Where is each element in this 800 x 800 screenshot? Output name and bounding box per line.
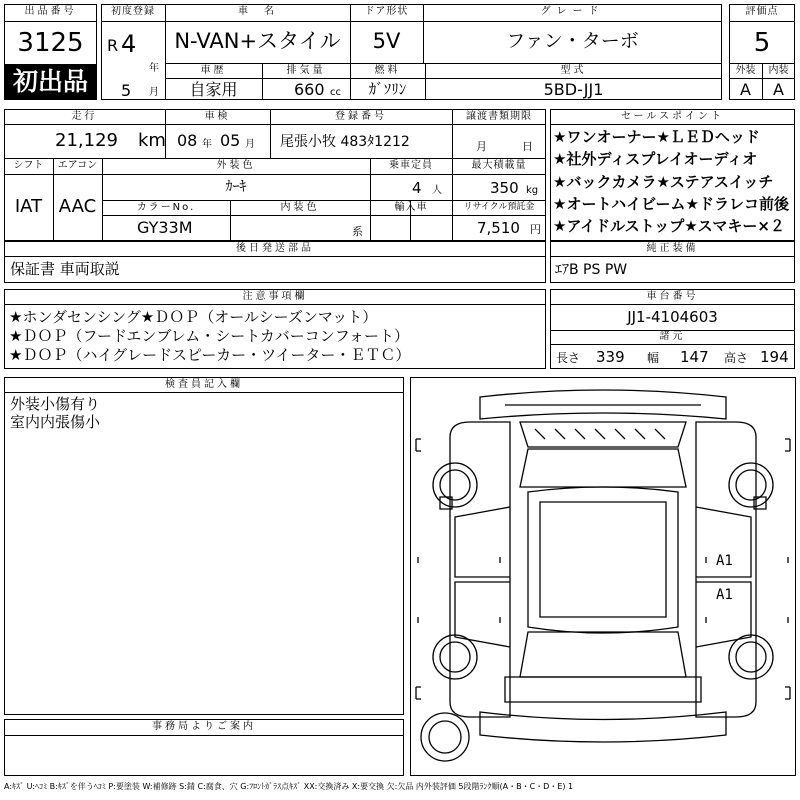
first-listing-badge: 初出品 (5, 64, 96, 99)
recycle-unit: 円 (530, 223, 541, 236)
sales-point-line: ★アイドルストップ★スマキー×２ (553, 217, 785, 235)
first-reg-era: R (107, 36, 119, 55)
shift-header: シフト (13, 160, 44, 171)
history: 自家用 (189, 80, 238, 99)
exterior-color: ｶｰｷ (225, 179, 247, 195)
office-header: 事務局よりご案内 (152, 721, 256, 732)
color-no-header: カラーNo. (136, 202, 196, 213)
load: 350 (490, 179, 519, 197)
interior-grade: A (773, 80, 784, 99)
load-header: 最大積載量 (471, 160, 527, 171)
transfer-header: 譲渡書類期限 (466, 111, 532, 122)
history-header: 車歴 (200, 65, 227, 76)
first-reg-year: 4 (121, 30, 137, 58)
later-parts: 保証書 車両取説 (10, 260, 120, 278)
inspector-line: 外装小傷有り (10, 395, 101, 413)
door-header: ドア形状 (364, 6, 409, 17)
length-value: 339 (596, 348, 625, 366)
inspection-year-unit: 年 (202, 139, 212, 150)
damage-mark: A1 (716, 553, 733, 569)
mileage: 21,129 (55, 130, 118, 151)
recycle-header: リサイクル預託金 (463, 202, 535, 212)
inspection-year: 08 (177, 131, 198, 150)
sales-point-line: ★ワンオーナー★ＬＥＤヘッド (553, 128, 760, 146)
notes-header: 注意事項欄 (242, 291, 308, 302)
fuel: ｶﾞｿﾘﾝ (368, 80, 407, 98)
inspection-month: 05 (220, 131, 241, 150)
car-name: N-VAN+スタイル (174, 29, 341, 53)
capacity: 4 (412, 179, 422, 197)
exterior-grade: A (740, 80, 751, 99)
chassis-number: JJ1-4104603 (627, 308, 718, 326)
first-reg-header: 初度登録 (111, 6, 155, 17)
grade-header: グレード (540, 6, 605, 17)
capacity-header: 乗車定員 (389, 160, 433, 171)
sales-point-line: ★オートハイビーム★ドラレコ前後 (553, 195, 789, 213)
fuel-header: 燃料 (374, 65, 401, 76)
inspection-header: 車検 (204, 111, 231, 122)
recycle-fee: 7,510 (477, 219, 520, 237)
inspection-month-unit: 月 (245, 139, 255, 150)
inspector-line: 室内内張傷小 (10, 413, 101, 431)
first-reg-month: 5 (121, 81, 132, 100)
vehicle-info-grid (4, 109, 546, 241)
lot-number: 3125 (17, 28, 84, 58)
equipment-header: 純正装備 (646, 243, 699, 254)
model-header: 型式 (560, 65, 587, 76)
registration-header: 登録番号 (335, 111, 387, 122)
damage-mark: A1 (716, 587, 733, 603)
displacement-header: 排気量 (286, 65, 326, 76)
shift: IAT (14, 196, 43, 217)
door-type: 5V (372, 29, 401, 53)
grade: ファン・ターボ (506, 30, 639, 52)
interior-color-header: 内装色 (280, 202, 320, 213)
interior-grade-header: 内装 (768, 65, 789, 76)
specs-header: 諸元 (659, 331, 686, 342)
inspector-header: 検査員記入欄 (165, 379, 243, 390)
car-diagram (410, 377, 796, 776)
note-line: ★ホンダセンシング★ＤＯＰ（オールシーズンマット） (9, 308, 378, 326)
mileage-unit: km (138, 130, 166, 151)
note-line: ★ＤＯＰ（フードエンブレム・シートカバーコンフォート） (9, 327, 409, 345)
note-line: ★ＤＯＰ（ハイグレードスピーカー・ツイーター・ＥＴＣ） (9, 346, 411, 364)
lot-header: 出品番号 (24, 6, 77, 17)
displacement: 660 (294, 80, 325, 99)
color-no: GY33M (137, 218, 193, 237)
score-header: 評価点 (745, 6, 779, 17)
later-parts-header: 後日発送部品 (236, 243, 314, 254)
displacement-unit: cc (330, 87, 341, 98)
width-label: 幅 (647, 351, 660, 365)
equipment: ｴｱB PS PW (555, 262, 628, 278)
height-value: 194 (760, 348, 789, 366)
car-name-header: 車 名 (238, 6, 277, 17)
score: 5 (753, 28, 771, 58)
first-reg-year-unit: 年 (149, 63, 159, 74)
aircon: AAC (58, 196, 97, 217)
capacity-unit: 人 (432, 185, 442, 196)
transfer-month-unit: 月 (476, 140, 487, 153)
height-label: 高さ (724, 351, 749, 365)
sales-point-line: ★社外ディスプレイオーディオ (553, 150, 758, 168)
mileage-header: 走行 (71, 111, 98, 122)
sales-point-line: ★バックカメラ★ステアスイッチ (553, 173, 774, 191)
registration-number: 尾張小牧 483ﾀ1212 (280, 134, 410, 150)
length-label: 長さ (556, 351, 581, 365)
exterior-grade-header: 外装 (735, 65, 756, 76)
sales-points-header: セールスポイント (620, 111, 725, 122)
legend-text: A:ｷｽﾞ U:ﾍｺﾐ B:ｷｽﾞを伴うﾍｺﾐ P:要塗装 W:補修跡 S:錆 C:腐食、穴 G:ﾌﾛﾝﾄｶﾞﾗｽ点ｷｽﾞ XX:交換済み X:要交換 欠:欠品 内外装評価 5段階ﾗﾝｸ順(A・B・C・D・E) 1 (4, 782, 574, 791)
import-header: 輸入車 (394, 202, 428, 213)
interior-color-suffix: 系 (352, 225, 363, 238)
first-reg-month-unit: 月 (149, 87, 159, 98)
aircon-header: エアコン (57, 160, 98, 171)
width-value: 147 (680, 348, 709, 366)
transfer-day-unit: 日 (522, 140, 533, 153)
exterior-color-header: 外装色 (216, 160, 256, 171)
load-unit: kg (526, 185, 539, 196)
model: 5BD-JJ1 (543, 80, 604, 99)
chassis-header: 車台番号 (646, 291, 699, 302)
